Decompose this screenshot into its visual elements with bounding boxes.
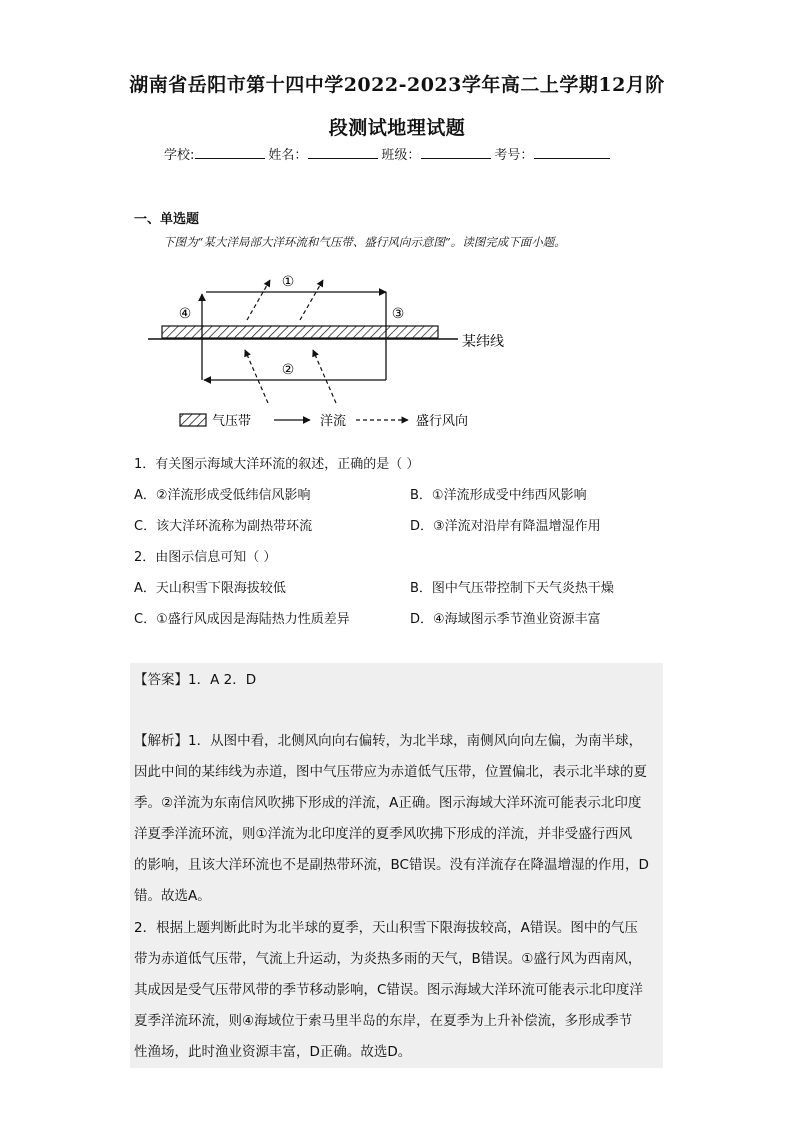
school-label: 学校: [164, 148, 195, 163]
answer-label: 【答案】 [134, 672, 188, 688]
analysis-line: 性渔场，此时渔业资源丰富，D正确。故选D。 [134, 1044, 412, 1060]
class-label: 班级： [381, 148, 421, 163]
wind-arrow-north-2 [300, 280, 323, 320]
pressure-belt [162, 326, 438, 338]
analysis-line: 【解析】1．从图中看，北侧风向向右偏转，为北半球，南侧风向向左偏，为南半球， [134, 733, 643, 749]
question-2-option-d[interactable]: D．④海域图示季节渔业资源丰富 [410, 612, 601, 627]
wind-arrow-south-2 [313, 350, 336, 403]
analysis-line: 2．根据上题判断此时为北半球的夏季，天山积雪下限海拔较高，A错误。图中的气压 [134, 920, 638, 936]
legend-pressure-label: 气压带 [212, 414, 252, 429]
label-4: ④ [178, 306, 192, 322]
label-2: ② [281, 362, 295, 378]
legend-pressure-swatch [180, 414, 206, 426]
analysis-label: 【解析】 [134, 733, 188, 749]
analysis-line: 带为赤道低气压带，气流上升运动，为炎热多雨的天气，B错误。①盛行风为西南风， [134, 951, 642, 967]
wind-arrow-north-1 [247, 280, 270, 320]
answer-text: 1．A 2．D [188, 672, 257, 688]
analysis-paragraph-1 [134, 726, 662, 912]
name-label: 姓名： [268, 148, 308, 163]
question-2-stem: 2．由图示信息可知（ ） [134, 550, 277, 565]
analysis-line: 夏季洋流环流，则④海域位于索马里半岛的东岸，在夏季为上升补偿流，多形成季节 [134, 1013, 633, 1029]
legend-current-label: 洋流 [320, 414, 347, 429]
school-blank[interactable] [195, 144, 265, 159]
question-intro: 下图为“某大洋局部大洋环流和气压带、盛行风向示意图”。读图完成下面小题。 [163, 235, 566, 249]
question-2-option-a[interactable]: A．天山积雪下限海拔较低 [134, 581, 286, 596]
number-blank[interactable] [534, 144, 610, 159]
analysis-line: 因此中间的某纬线为赤道，图中气压带应为赤道低气压带，位置偏北，表示北半球的夏 [134, 764, 647, 780]
legend-wind-label: 盛行风向 [416, 414, 469, 429]
analysis-line: 洋夏季洋流环流，则①洋流为北印度洋的夏季风吹拂下形成的洋流，并非受盛行西风 [134, 826, 633, 842]
question-1-stem: 1．有关图示海域大洋环流的叙述，正确的是（ ） [134, 457, 420, 472]
label-1: ① [281, 274, 295, 290]
page-title: 湖南省岳阳市第十四中学2022-2023学年高二上学期12月阶 [129, 74, 665, 96]
number-label: 考号： [494, 148, 534, 163]
question-2-option-c[interactable]: C．①盛行风成因是海陆热力性质差异 [134, 612, 350, 627]
analysis-paragraph-2 [134, 913, 662, 1068]
analysis-line: 的影响，且该大洋环流也不是副热带环流，BC错误。没有洋流存在降温增湿的作用，D [134, 857, 649, 873]
student-info-line [164, 144, 613, 163]
question-1-option-d[interactable]: D．③洋流对沿岸有降温增湿作用 [410, 519, 601, 534]
question-1-option-a[interactable]: A．②洋流形成受低纬信风影响 [134, 488, 311, 503]
analysis-line: 错。故选A。 [134, 888, 211, 904]
name-blank[interactable] [308, 144, 378, 159]
page-title-continued: 段测试地理试题 [328, 117, 466, 139]
ocean-circulation-diagram [140, 262, 540, 442]
question-2-option-b[interactable]: B．图中气压带控制下天气炎热干燥 [410, 581, 614, 596]
label-3: ③ [391, 306, 405, 322]
class-blank[interactable] [421, 144, 491, 159]
analysis-line: 季。②洋流为东南信风吹拂下形成的洋流，A正确。图示海域大洋环流可能表示北印度 [134, 795, 642, 811]
question-1-option-b[interactable]: B．①洋流形成受中纬西风影响 [410, 488, 587, 503]
answer-line [134, 665, 662, 696]
wind-arrow-south-1 [245, 350, 268, 403]
question-1-option-c[interactable]: C．该大洋环流称为副热带环流 [134, 519, 313, 534]
section-title: 一、单选题 [134, 212, 200, 227]
latitude-label: 某纬线 [462, 334, 504, 350]
analysis-line: 其成因是受气压带风带的季节移动影响，C错误。图示海域大洋环流可能表示北印度洋 [134, 982, 643, 998]
